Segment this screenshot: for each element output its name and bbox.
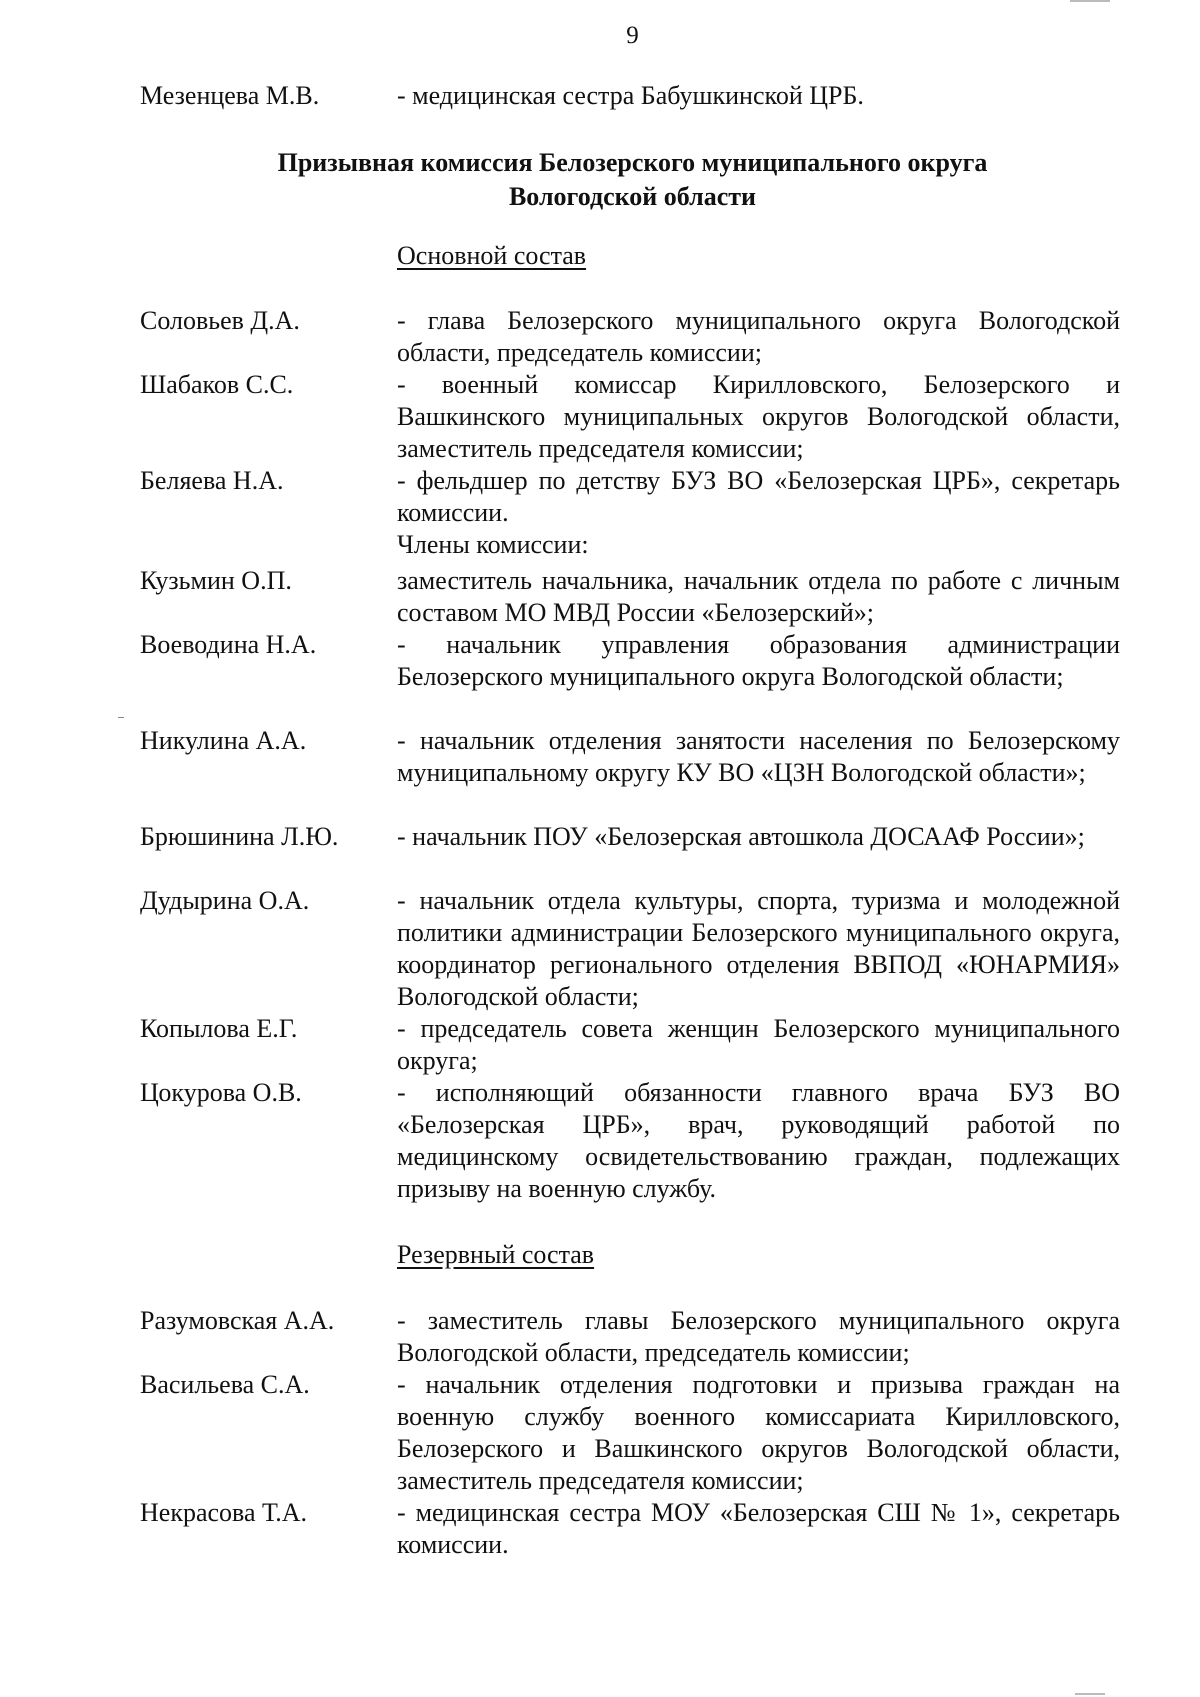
person-role: - начальник отделения занятости населения по Белозерскому муниципальному округу КУ ВО «ЦЗН Вологодской области»; — [397, 726, 1120, 787]
person-name: Воеводина Н.А. — [140, 630, 317, 659]
person-name: Брюшинина Л.Ю. — [140, 822, 339, 851]
scan-artifact — [118, 717, 124, 718]
person-role: - заместитель главы Белозерского муниципального округа Вологодской области, председатель комиссии; — [397, 1306, 1120, 1367]
person-name: Мезенцева М.В. — [140, 81, 320, 110]
person-role: - начальник отдела культуры, спорта, туризма и молодежной политики администрации Белозерского муниципального округа, координатор регионального отделения ВВПОД «ЮНАРМИЯ» Вологодской области; — [397, 886, 1120, 1011]
person-name: Шабаков С.С. — [140, 370, 294, 399]
person-role: - начальник ПОУ «Белозерская автошкола ДОСААФ России»; — [397, 822, 1085, 851]
person-name: Разумовская А.А. — [140, 1306, 335, 1335]
person-name: Никулина А.А. — [140, 726, 307, 755]
person-role: - исполняющий обязанности главного врача БУЗ ВО «Белозерская ЦРБ», врач, руководящий работой по медицинскому освидетельствованию граждан, подлежащих призыву на военную службу. — [397, 1078, 1120, 1203]
person-name: Некрасова Т.А. — [140, 1498, 308, 1527]
page-number: 9 — [626, 22, 639, 49]
person-name: Цокурова О.В. — [140, 1078, 302, 1107]
person-role: - фельдшер по детству БУЗ ВО «Белозерская ЦРБ», секретарь комиссии. — [397, 466, 1120, 527]
person-role: - председатель совета женщин Белозерского муниципального округа; — [397, 1014, 1120, 1075]
reserve-section-label: Резервный состав — [397, 1240, 595, 1269]
person-role: заместитель начальника, начальник отдела по работе с личным составом МО МВД России «Белозерский»; — [397, 566, 1120, 627]
commission-title-line2: Вологодской области — [508, 182, 757, 211]
scan-artifact — [1070, 0, 1110, 2]
person-name: Кузьмин О.П. — [140, 566, 292, 595]
scan-artifact — [1075, 1693, 1105, 1695]
person-role: - военный комиссар Кирилловского, Белозерского и Вашкинского муниципальных округов Вологодской области, заместитель председателя комиссии; — [397, 370, 1120, 463]
person-role: - начальник управления образования администрации Белозерского муниципального округа Вологодской области; — [397, 630, 1120, 691]
person-role: - медицинская сестра Бабушкинской ЦРБ. — [397, 81, 864, 110]
commission-title-line1: Призывная комиссия Белозерского муниципального округа — [277, 148, 988, 177]
members-label: Члены комиссии: — [397, 530, 589, 559]
person-name: Беляева Н.А. — [140, 466, 284, 495]
person-name: Васильева С.А. — [140, 1370, 310, 1399]
person-name: Соловьев Д.А. — [140, 306, 300, 335]
person-name: Дудырина О.А. — [140, 886, 310, 915]
person-name: Копылова Е.Г. — [140, 1014, 298, 1043]
person-role: - глава Белозерского муниципального округа Вологодской области, председатель комиссии; — [397, 306, 1120, 367]
person-role: - начальник отделения подготовки и призыва граждан на военную службу военного комиссариата Кирилловского, Белозерского и Вашкинского округов Вологодской области, заместитель председателя комиссии; — [397, 1370, 1120, 1495]
person-role: - медицинская сестра МОУ «Белозерская СШ № 1», секретарь комиссии. — [397, 1498, 1120, 1559]
main-section-label: Основной состав — [397, 241, 587, 270]
